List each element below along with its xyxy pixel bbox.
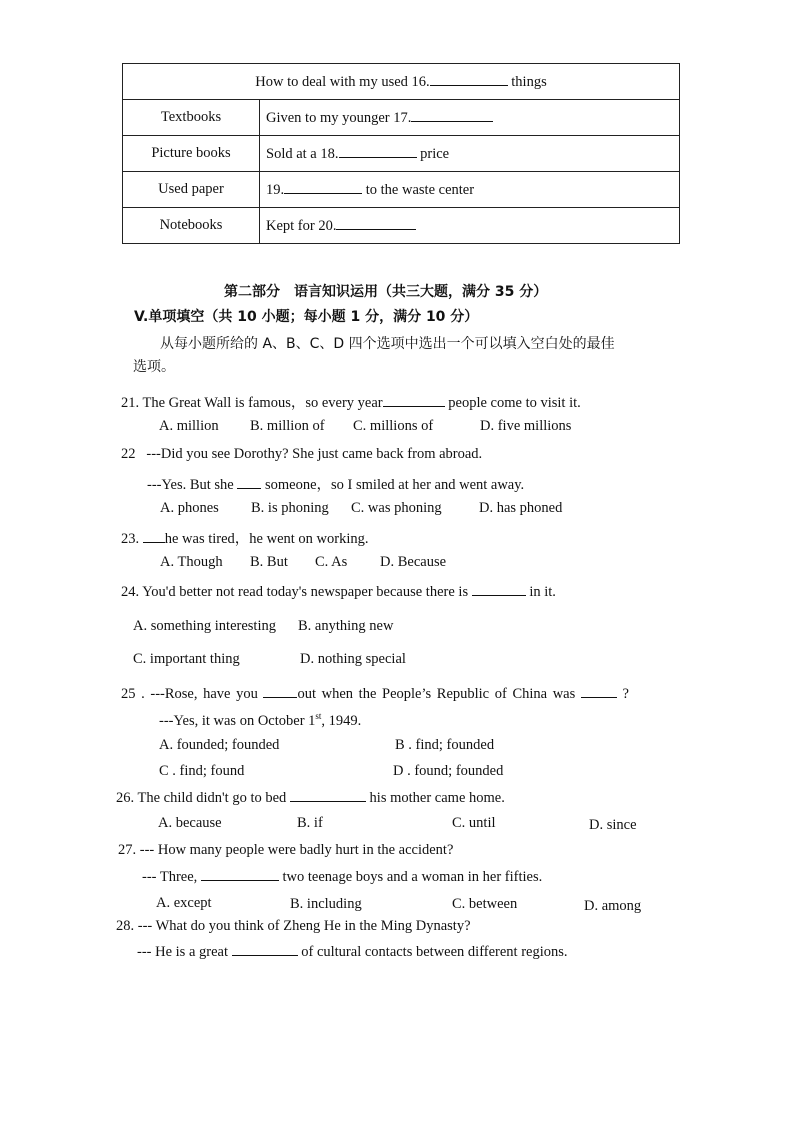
question-28 xyxy=(116,918,471,935)
option-24-a[interactable]: A. something interesting xyxy=(133,618,276,634)
option-23-d[interactable]: D. Because xyxy=(380,554,447,570)
option-22-b[interactable]: B. is phoning xyxy=(251,500,329,516)
option-26-c[interactable]: C. until xyxy=(452,815,496,831)
question-22-line2 xyxy=(147,473,524,494)
option-26-b[interactable]: B. if xyxy=(297,815,323,831)
answer-blank-2[interactable] xyxy=(581,685,617,698)
answer-blank[interactable] xyxy=(237,476,261,489)
item-cell: Notebooks xyxy=(123,208,260,244)
question-text: --- What do you think of Zheng He in the Ming Dynasty? xyxy=(134,918,471,934)
question-27 xyxy=(118,842,453,859)
question-27-line2 xyxy=(142,868,542,886)
option-25-d[interactable]: D . found; founded xyxy=(393,763,504,779)
question-text: You'd better not read today's newspaper because there is xyxy=(139,584,469,600)
header-text-end: things xyxy=(507,73,547,90)
question-number: 25 . xyxy=(121,686,145,702)
question-number: 21. xyxy=(121,395,140,411)
table-row xyxy=(123,172,680,208)
question-25 xyxy=(121,685,629,703)
question-text: out when the People’s Republic of China was xyxy=(297,686,576,702)
option-24-c[interactable]: C. important thing xyxy=(133,651,240,667)
question-text-end: someone，so I smiled at her and went away. xyxy=(261,477,525,493)
question-text-end: people come to visit it. xyxy=(444,395,581,411)
part2-title: 第二部分 语言知识运用（共三大题，满分 35 分） xyxy=(224,284,548,300)
question-21 xyxy=(121,391,581,412)
blank-16[interactable] xyxy=(430,73,508,86)
item-cell: Textbooks xyxy=(123,100,260,136)
question-text: The child didn't go to bed xyxy=(134,790,287,806)
option-21-d[interactable]: D. five millions xyxy=(480,418,572,434)
instruction-line-1: 从每小题所给的 A、B、C、D 四个选项中选出一个可以填入空白处的最佳 xyxy=(160,336,615,352)
option-25-a[interactable]: A. founded; founded xyxy=(159,737,280,753)
method-cell: Given to my younger 17. xyxy=(260,100,680,136)
option-24-d[interactable]: D. nothing special xyxy=(300,651,406,667)
ordinal-suffix: st xyxy=(315,711,322,721)
question-text: ---Yes, it was on October 1 xyxy=(159,712,316,729)
option-23-b[interactable]: B. But xyxy=(250,554,288,570)
question-text-end: his mother came home. xyxy=(365,790,505,806)
question-number: 22 xyxy=(121,446,136,462)
blank-17[interactable] xyxy=(411,109,493,122)
option-26-a[interactable]: A. because xyxy=(158,815,222,831)
question-25-line2 xyxy=(159,711,361,730)
option-22-d[interactable]: D. has phoned xyxy=(479,500,563,516)
question-text-end: of cultural contacts between different regions. xyxy=(297,944,568,960)
question-text: he was tired，he went on working. xyxy=(164,531,369,547)
blank-20[interactable] xyxy=(336,217,416,230)
question-text: --- How many people were badly hurt in the accident? xyxy=(136,842,454,858)
option-27-d[interactable]: D. among xyxy=(584,898,642,914)
table-header-cell xyxy=(123,64,680,100)
question-text: ---Did you see Dorothy? She just came back from abroad. xyxy=(146,446,483,462)
item-cell: Picture books xyxy=(123,136,260,172)
option-27-b[interactable]: B. including xyxy=(290,896,362,912)
header-text: How to deal with my used 16. xyxy=(255,73,430,90)
option-27-c[interactable]: C. between xyxy=(452,896,518,912)
option-21-a[interactable]: A. million xyxy=(159,418,219,434)
table-row xyxy=(123,136,680,172)
option-23-c[interactable]: C. As xyxy=(315,554,348,570)
question-24 xyxy=(121,583,556,601)
instruction-line-2: 选项。 xyxy=(133,359,175,375)
answer-blank-1[interactable] xyxy=(263,685,297,698)
option-21-b[interactable]: B. million of xyxy=(250,418,325,434)
answer-blank[interactable] xyxy=(290,789,366,802)
option-25-b[interactable]: B . find; founded xyxy=(395,737,495,753)
question-text-end: , 1949. xyxy=(321,712,362,729)
method-cell: 19. to the waste center xyxy=(260,172,680,208)
question-number: 24. xyxy=(121,584,140,600)
section-title: V.单项填空（共 10 小题；每小题 1 分，满分 10 分） xyxy=(134,309,479,325)
question-number: 27. xyxy=(118,842,137,858)
question-number: 23. xyxy=(121,531,140,547)
method-cell: Sold at a 18. price xyxy=(260,136,680,172)
question-text: ---Rose, have you xyxy=(144,686,258,702)
table-row xyxy=(123,208,680,244)
question-text: The Great Wall is famous，so every year xyxy=(139,395,383,411)
answer-blank[interactable] xyxy=(232,943,298,956)
question-text: --- Three, xyxy=(142,869,198,885)
option-23-a[interactable]: A. Though xyxy=(160,554,223,570)
option-24-b[interactable]: B. anything new xyxy=(298,618,394,634)
method-cell: Kept for 20. xyxy=(260,208,680,244)
answer-blank[interactable] xyxy=(143,530,165,543)
option-22-a[interactable]: A. phones xyxy=(160,500,219,516)
question-number: 28. xyxy=(116,918,135,934)
question-text-end: ? xyxy=(616,686,629,702)
item-cell: Used paper xyxy=(123,172,260,208)
option-25-c[interactable]: C . find; found xyxy=(159,763,245,779)
option-22-c[interactable]: C. was phoning xyxy=(351,500,442,516)
question-23 xyxy=(121,527,369,548)
question-text-end: two teenage boys and a woman in her fifties. xyxy=(278,869,543,885)
recycling-table xyxy=(122,63,680,244)
question-26 xyxy=(116,789,505,807)
question-text: --- He is a great xyxy=(137,944,228,960)
answer-blank[interactable] xyxy=(201,868,279,881)
question-28-line2 xyxy=(137,943,568,961)
question-text-end: in it. xyxy=(525,584,556,600)
table-row xyxy=(123,100,680,136)
table-header-row xyxy=(123,64,680,100)
question-text: ---Yes. But she xyxy=(147,477,234,493)
question-22 xyxy=(121,446,482,463)
answer-blank[interactable] xyxy=(383,394,445,407)
blank-19[interactable] xyxy=(284,181,362,194)
option-21-c[interactable]: C. millions of xyxy=(353,418,434,434)
option-27-a[interactable]: A. except xyxy=(156,895,212,911)
blank-18[interactable] xyxy=(339,145,417,158)
option-26-d[interactable]: D. since xyxy=(589,817,637,833)
question-number: 26. xyxy=(116,790,135,806)
answer-blank[interactable] xyxy=(472,583,526,596)
